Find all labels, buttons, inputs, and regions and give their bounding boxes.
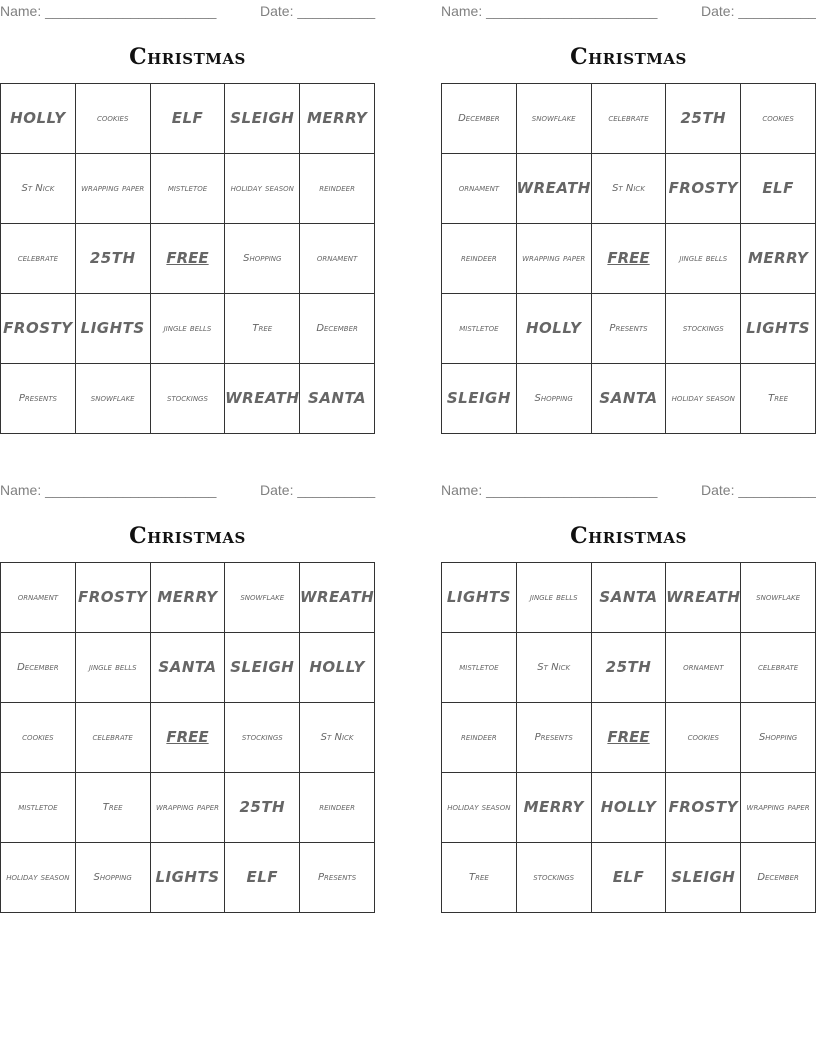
- bingo-cell: celebrate: [741, 633, 816, 703]
- bingo-cell: Tree: [442, 843, 517, 913]
- bingo-cell: ELF: [151, 84, 226, 154]
- free-space-cell: FREE: [151, 703, 226, 773]
- bingo-cell: jingle bells: [666, 224, 741, 294]
- bingo-cell: ELF: [592, 843, 667, 913]
- bingo-cell: cookies: [1, 703, 76, 773]
- bingo-cell: celebrate: [592, 84, 667, 154]
- bingo-cell: LIGHTS: [76, 294, 151, 364]
- bingo-cell: HOLLY: [300, 633, 375, 703]
- bingo-cell: snowflake: [741, 563, 816, 633]
- bingo-cell: FROSTY: [666, 154, 741, 224]
- bingo-cell: HOLLY: [517, 294, 592, 364]
- bingo-cell: snowflake: [76, 364, 151, 434]
- bingo-card-4: [441, 479, 816, 887]
- bingo-cell: WREATH: [300, 563, 375, 633]
- bingo-cell: ornament: [300, 224, 375, 294]
- bingo-cell: St Nick: [517, 633, 592, 703]
- date-field: Date: __________: [701, 3, 816, 19]
- bingo-cell: WREATH: [517, 154, 592, 224]
- bingo-cell: Presents: [517, 703, 592, 773]
- bingo-grid: [0, 83, 375, 434]
- bingo-cell: HOLLY: [1, 84, 76, 154]
- bingo-cell: 25TH: [592, 633, 667, 703]
- bingo-cell: cookies: [741, 84, 816, 154]
- bingo-cell: ornament: [666, 633, 741, 703]
- card-title: Christmas: [570, 523, 687, 549]
- card-title: Christmas: [129, 44, 246, 70]
- bingo-cell: SLEIGH: [225, 633, 300, 703]
- bingo-cell: cookies: [76, 84, 151, 154]
- bingo-cell: holiday season: [225, 154, 300, 224]
- bingo-cell: Tree: [741, 364, 816, 434]
- bingo-cell: WREATH: [225, 364, 300, 434]
- bingo-cell: mistletoe: [442, 294, 517, 364]
- bingo-cell: mistletoe: [442, 633, 517, 703]
- bingo-cell: Shopping: [225, 224, 300, 294]
- name-field: Name: ______________________: [0, 482, 217, 498]
- bingo-cell: December: [442, 84, 517, 154]
- bingo-grid: [441, 562, 816, 913]
- bingo-card-3: [0, 479, 376, 887]
- bingo-cell: holiday season: [442, 773, 517, 843]
- card-header: [0, 479, 375, 501]
- name-field: Name: ______________________: [0, 3, 217, 19]
- bingo-cell: 25TH: [666, 84, 741, 154]
- bingo-cell: ornament: [442, 154, 517, 224]
- bingo-cell: snowflake: [517, 84, 592, 154]
- bingo-cell: jingle bells: [517, 563, 592, 633]
- card-header: [441, 0, 816, 22]
- bingo-cell: holiday season: [1, 843, 76, 913]
- bingo-card-1: [0, 0, 376, 408]
- bingo-cell: MERRY: [741, 224, 816, 294]
- name-field: Name: ______________________: [441, 3, 658, 19]
- card-title: Christmas: [570, 44, 687, 70]
- bingo-cell: FROSTY: [1, 294, 76, 364]
- bingo-cell: December: [741, 843, 816, 913]
- bingo-card-2: [441, 0, 816, 408]
- bingo-cell: 25TH: [225, 773, 300, 843]
- bingo-cell: LIGHTS: [741, 294, 816, 364]
- bingo-cell: Presents: [300, 843, 375, 913]
- bingo-cell: Shopping: [517, 364, 592, 434]
- bingo-cell: Presents: [592, 294, 667, 364]
- bingo-cell: FROSTY: [666, 773, 741, 843]
- bingo-cell: MERRY: [300, 84, 375, 154]
- bingo-cell: St Nick: [300, 703, 375, 773]
- bingo-cell: wrapping paper: [76, 154, 151, 224]
- bingo-cell: SLEIGH: [442, 364, 517, 434]
- bingo-cell: stockings: [151, 364, 226, 434]
- bingo-cell: jingle bells: [151, 294, 226, 364]
- bingo-cell: stockings: [225, 703, 300, 773]
- bingo-cell: Tree: [76, 773, 151, 843]
- bingo-cell: Presents: [1, 364, 76, 434]
- bingo-cell: stockings: [517, 843, 592, 913]
- bingo-cell: MERRY: [151, 563, 226, 633]
- bingo-cell: Shopping: [76, 843, 151, 913]
- bingo-cell: December: [300, 294, 375, 364]
- bingo-cell: HOLLY: [592, 773, 667, 843]
- bingo-cell: LIGHTS: [442, 563, 517, 633]
- bingo-cell: jingle bells: [76, 633, 151, 703]
- bingo-cell: FROSTY: [76, 563, 151, 633]
- bingo-cell: wrapping paper: [517, 224, 592, 294]
- bingo-grid: [441, 83, 816, 434]
- card-title: Christmas: [129, 523, 246, 549]
- bingo-cell: December: [1, 633, 76, 703]
- bingo-cell: SANTA: [592, 563, 667, 633]
- bingo-cell: SLEIGH: [666, 843, 741, 913]
- free-space-cell: FREE: [151, 224, 226, 294]
- bingo-cell: holiday season: [666, 364, 741, 434]
- bingo-cell: snowflake: [225, 563, 300, 633]
- bingo-cell: ELF: [225, 843, 300, 913]
- bingo-cell: stockings: [666, 294, 741, 364]
- bingo-cell: Shopping: [741, 703, 816, 773]
- free-space-cell: FREE: [592, 703, 667, 773]
- bingo-grid: [0, 562, 375, 913]
- date-field: Date: __________: [701, 482, 816, 498]
- bingo-cell: St Nick: [1, 154, 76, 224]
- name-field: Name: ______________________: [441, 482, 658, 498]
- free-space-cell: FREE: [592, 224, 667, 294]
- card-header: [441, 479, 816, 501]
- bingo-cell: St Nick: [592, 154, 667, 224]
- bingo-cell: wrapping paper: [151, 773, 226, 843]
- bingo-cell: LIGHTS: [151, 843, 226, 913]
- bingo-cell: WREATH: [666, 563, 741, 633]
- bingo-cell: cookies: [666, 703, 741, 773]
- card-header: [0, 0, 375, 22]
- bingo-cell: SANTA: [592, 364, 667, 434]
- bingo-cell: celebrate: [1, 224, 76, 294]
- bingo-cell: ELF: [741, 154, 816, 224]
- date-field: Date: __________: [260, 482, 376, 498]
- bingo-cell: MERRY: [517, 773, 592, 843]
- bingo-cell: reindeer: [442, 224, 517, 294]
- bingo-cell: SANTA: [151, 633, 226, 703]
- bingo-cell: reindeer: [442, 703, 517, 773]
- date-field: Date: __________: [260, 3, 376, 19]
- bingo-cell: SLEIGH: [225, 84, 300, 154]
- bingo-cell: SANTA: [300, 364, 375, 434]
- bingo-cell: reindeer: [300, 154, 375, 224]
- bingo-cell: mistletoe: [151, 154, 226, 224]
- bingo-cell: 25TH: [76, 224, 151, 294]
- bingo-cell: celebrate: [76, 703, 151, 773]
- bingo-cell: ornament: [1, 563, 76, 633]
- bingo-cell: wrapping paper: [741, 773, 816, 843]
- bingo-cell: mistletoe: [1, 773, 76, 843]
- bingo-cell: reindeer: [300, 773, 375, 843]
- bingo-cell: Tree: [225, 294, 300, 364]
